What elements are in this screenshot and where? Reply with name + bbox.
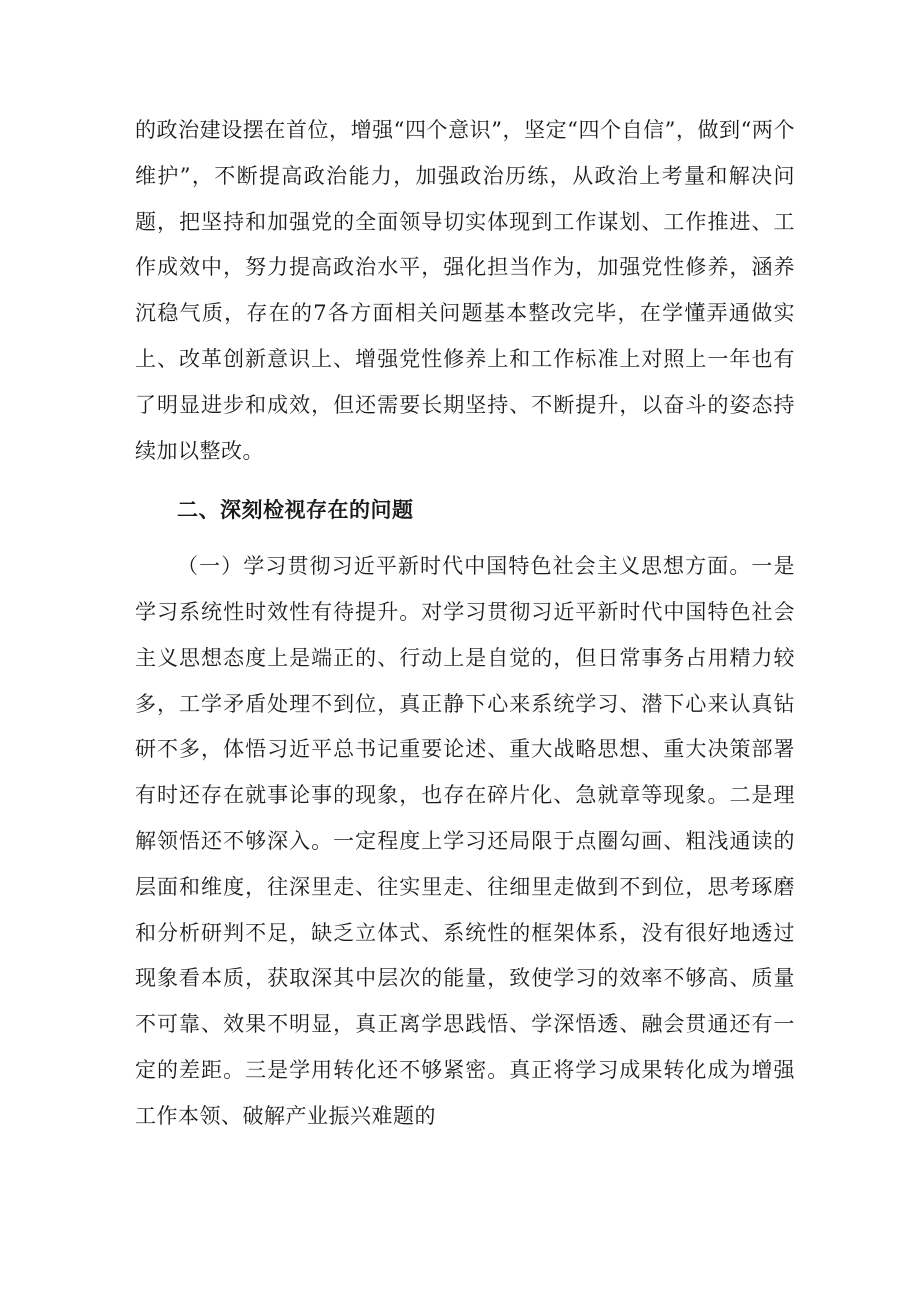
document-body (135, 108, 795, 1140)
paragraph-political-construction: 的政治建设摆在首位，增强“四个意识”，坚定“四个自信”，做到“两个维护”，不断提高政治能力，加强政治历练，从政治上考量和解决问题，把坚持和加强党的全面领导切实体现到工作谋划、工作推进、工作成效中，努力提高政治水平，强化担当作为，加强党性修养，涵养沉稳气质，存在的7各方面相关问题基本整改完毕，在学懂弄通做实上、改革创新意识上、增强党性修养上和工作标准上对照上一年也有了明显进步和成效，但还需要长期坚持、不断提升，以奋斗的姿态持续加以整改。 (135, 118, 795, 463)
section-heading: 二、深刻检视存在的问题 (177, 498, 414, 523)
paragraph-study-thought: （一）学习贯彻习近平新时代中国特色社会主义思想方面。一是学习系统性时效性有待提升。对学习贯彻习近平新时代中国特色社会主义思想态度上是端正的、行动上是自觉的，但日常事务占用精力较多，工学矛盾处理不到位，真正静下心来系统学习、潜下心来认真钻研不多，体悟习近平总书记重要论述、重大战略思想、重大决策部署有时还存在就事论事的现象，也存在碎片化、急就章等现象。二是理解领悟还不够深入。一定程度上学习还局限于点圈勾画、粗浅通读的层面和维度，往深里走、往实里走、往细里走做到不到位，思考琢磨和分析研判不足，缺乏立体式、系统性的框架体系，没有很好地透过现象看本质，获取深其中层次的能量，致使学习的效率不够高、质量不可靠、效果不明显，真正离学思践悟、学深悟透、融会贯通还有一定的差距。三是学用转化还不够紧密。真正将学习成果转化成为增强工作本领、破解产业振兴难题的 (135, 554, 795, 1128)
